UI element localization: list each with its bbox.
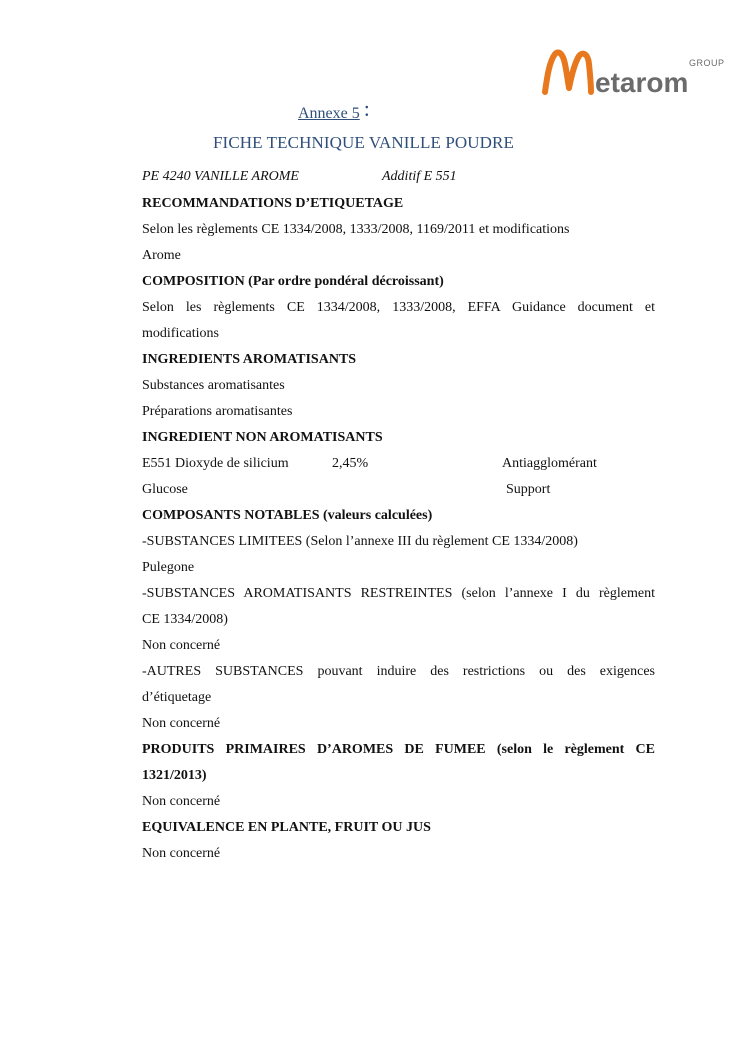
smoke-heading-1: PRODUITS PRIMAIRES D’AROMES DE FUMEE (selon le règlement CE bbox=[142, 742, 655, 757]
ingredient-name: E551 Dioxyde de silicium bbox=[142, 456, 289, 471]
labelling-heading: RECOMMANDATIONS D’ETIQUETAGE bbox=[142, 196, 404, 211]
annexe-label: Annexe 5 bbox=[298, 105, 360, 122]
composition-text-1: Selon les règlements CE 1334/2008, 1333/2008, EFFA Guidance document et bbox=[142, 300, 655, 315]
non-flavouring-heading: INGREDIENT NON AROMATISANTS bbox=[142, 430, 383, 445]
logo-group-text: GROUP bbox=[689, 58, 725, 68]
annexe-colon: : bbox=[363, 96, 370, 121]
composition-heading: COMPOSITION (Par ordre pondéral décroissant) bbox=[142, 274, 444, 289]
annexe-heading bbox=[298, 98, 370, 124]
restricted-value: Non concerné bbox=[142, 638, 221, 653]
flavouring-item-2: Préparations aromatisantes bbox=[142, 404, 293, 419]
other-substances-1: -AUTRES SUBSTANCES pouvant induire des restrictions ou des exigences bbox=[142, 664, 655, 679]
ingredient-role: Support bbox=[506, 482, 551, 497]
limited-value: Pulegone bbox=[142, 560, 195, 575]
labelling-value: Arome bbox=[142, 248, 181, 263]
ingredient-amount: 2,45% bbox=[332, 456, 369, 471]
product-reference: PE 4240 VANILLE AROME bbox=[142, 169, 299, 184]
notable-heading: COMPOSANTS NOTABLES (valeurs calculées) bbox=[142, 508, 433, 523]
equivalence-value: Non concerné bbox=[142, 846, 221, 861]
ingredient-role: Antiagglomérant bbox=[502, 456, 597, 471]
product-line bbox=[142, 164, 655, 190]
metarom-logo-mark bbox=[541, 48, 726, 98]
metarom-logo bbox=[541, 48, 726, 98]
limited-substances: -SUBSTANCES LIMITEES (Selon l’annexe III du règlement CE 1334/2008) bbox=[142, 534, 578, 549]
equivalence-heading: EQUIVALENCE EN PLANTE, FRUIT OU JUS bbox=[142, 820, 431, 835]
labelling-text: Selon les règlements CE 1334/2008, 1333/2008, 1169/2011 et modifications bbox=[142, 222, 570, 237]
ingredient-row bbox=[142, 477, 655, 503]
composition-text-2: modifications bbox=[142, 326, 219, 341]
smoke-value: Non concerné bbox=[142, 794, 221, 809]
document-title: FICHE TECHNIQUE VANILLE POUDRE bbox=[213, 133, 514, 152]
restricted-substances-1: -SUBSTANCES AROMATISANTS RESTREINTES (selon l’annexe I du règlement bbox=[142, 586, 655, 601]
smoke-heading-2: 1321/2013) bbox=[142, 768, 207, 783]
flavouring-heading: INGREDIENTS AROMATISANTS bbox=[142, 352, 357, 367]
ingredient-row bbox=[142, 451, 655, 477]
other-substances-2: d’étiquetage bbox=[142, 690, 212, 705]
restricted-substances-2: CE 1334/2008) bbox=[142, 612, 228, 627]
document-body bbox=[142, 164, 655, 867]
ingredient-name: Glucose bbox=[142, 482, 188, 497]
flavouring-item-1: Substances aromatisantes bbox=[142, 378, 285, 393]
logo-brand-text: etarom bbox=[595, 67, 689, 98]
product-additive: Additif E 551 bbox=[382, 169, 457, 184]
other-value: Non concerné bbox=[142, 716, 221, 731]
